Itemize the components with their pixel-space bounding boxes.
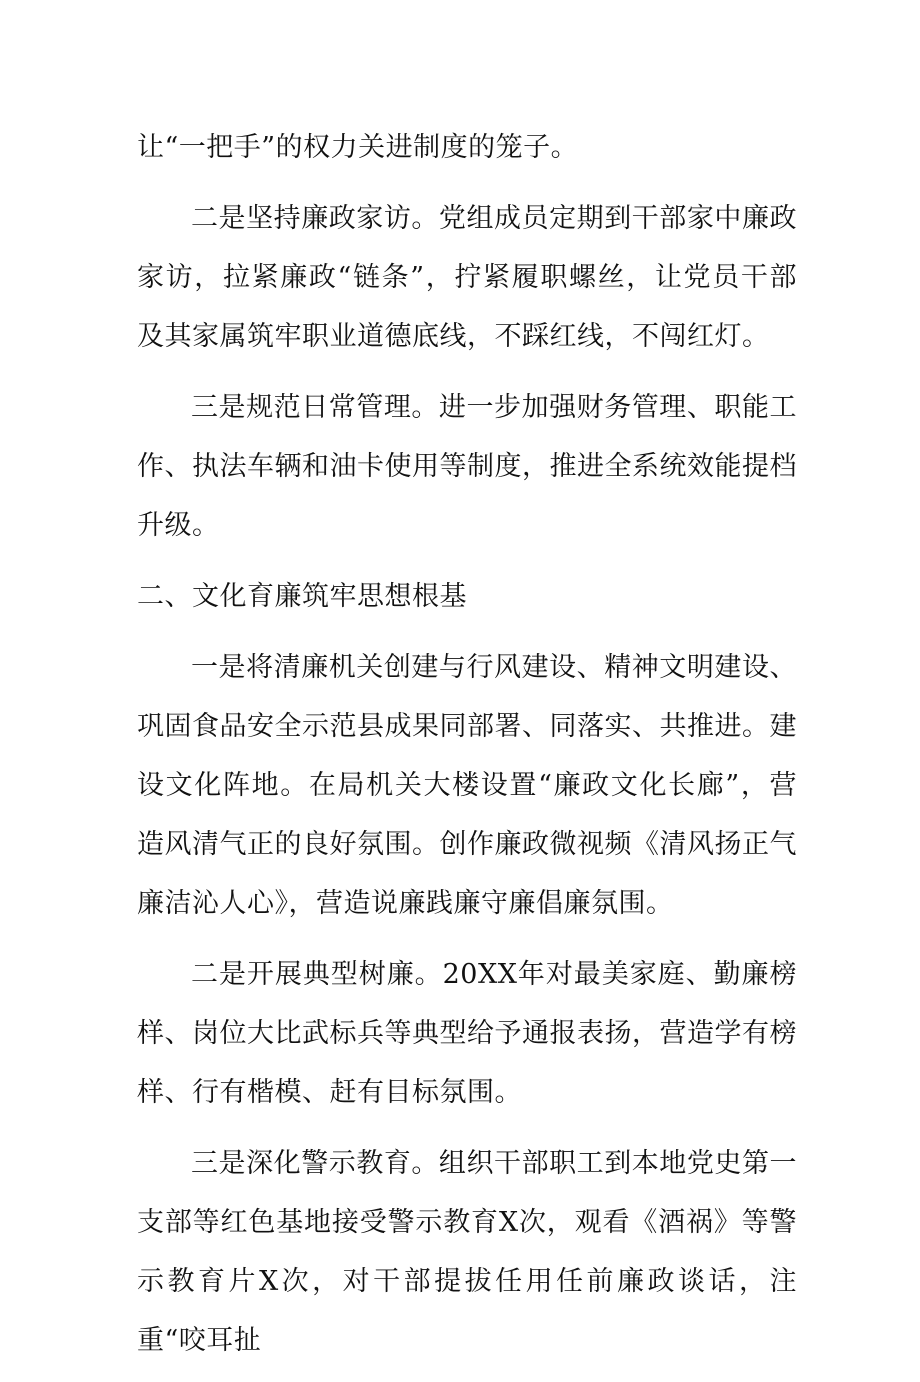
paragraph-6: 三是深化警示教育。组织干部职工到本地党史第一支部等红色基地接受警示教育X次，观看《酒祸》等警示教育片X次，对干部提拔任用任前廉政谈话，注重“咬耳扯	[137, 1148, 797, 1356]
paragraph-2: 二是坚持廉政家访。党组成员定期到干部家中廉政家访，拉紧廉政“链条”，拧紧履职螺丝，让党员干部及其家属筑牢职业道德底线，不踩红线，不闯红灯。	[137, 203, 797, 352]
section-heading: 二、文化育廉筑牢思想根基	[137, 581, 467, 612]
paragraph-3: 三是规范日常管理。进一步加强财务管理、职能工作、执法车辆和油卡使用等制度，推进全系统效能提档升级。	[137, 392, 797, 541]
paragraph-1: 让“一把手”的权力关进制度的笼子。	[137, 132, 579, 163]
document-body	[137, 118, 797, 1382]
paragraph-5: 二是开展典型树廉。20XX年对最美家庭、勤廉榜样、岗位大比武标兵等典型给予通报表扬，营造学有榜样、行有楷模、赶有目标氛围。	[137, 959, 797, 1108]
paragraph-4: 一是将清廉机关创建与行风建设、精神文明建设、巩固食品安全示范县成果同部署、同落实、共推进。建设文化阵地。在局机关大楼设置“廉政文化长廊”，营造风清气正的良好氛围。创作廉政微视频《清风扬正气廉洁沁人心》，营造说廉践廉守廉倡廉氛围。	[137, 652, 797, 919]
